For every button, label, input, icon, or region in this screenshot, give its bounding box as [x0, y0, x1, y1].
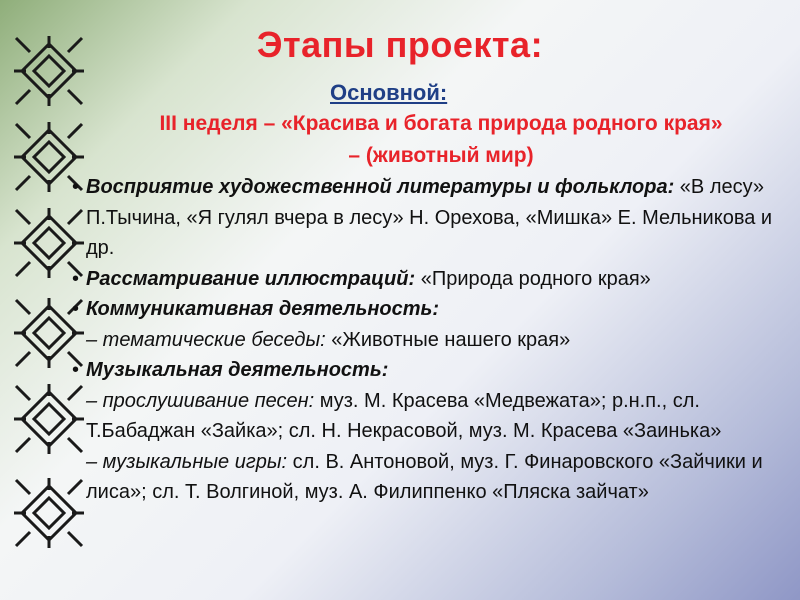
sub-item	[74, 386, 796, 447]
sub-item-lead: – музыкальные игры:	[86, 450, 288, 473]
item-heading: Восприятие художественной литературы и фольклора:	[86, 176, 675, 198]
week-heading-line: III неделя – «Красива и богата природа родного края»	[159, 112, 723, 135]
sub-item-lead: – тематические беседы:	[86, 328, 326, 351]
item-heading: Рассматривание иллюстраций:	[86, 267, 416, 290]
list-item	[74, 355, 796, 386]
item-text: «В лесу» П.Тычина, «Я гулял вчера в лесу» Н. Орехова, «Мишка» Е. Мельникова и др.	[86, 176, 773, 259]
sub-item	[74, 447, 796, 508]
week-heading-line: – (животный мир)	[348, 144, 534, 167]
activity-list	[74, 172, 796, 508]
item-heading: Коммуникативная деятельность:	[86, 298, 440, 320]
list-item	[74, 172, 796, 264]
stage-subtitle: Основной:	[330, 80, 448, 105]
sub-item-lead: – прослушивание песен:	[86, 389, 315, 412]
sub-item-text: муз. М. Красева «Медвежата»; р.н.п., сл. Т.Бабаджан «Зайка»; сл. Н. Некрасовой, муз. М. Красева «Заинька»	[86, 389, 722, 442]
sub-item-text: «Животные нашего края»	[325, 328, 571, 351]
sub-item-text: сл. В. Антоновой, муз. Г. Финаровского «Зайчики и лиса»; сл. Т. Волгиной, муз. А. Филиппенко «Пляска зайчат»	[86, 450, 763, 503]
list-item	[74, 264, 796, 295]
week-heading	[86, 108, 796, 172]
item-heading: Музыкальная деятельность:	[86, 359, 389, 381]
list-item	[74, 294, 796, 325]
page-title: Этапы проекта:	[256, 24, 544, 65]
sub-item	[74, 325, 796, 356]
item-text: «Природа родного края»	[415, 267, 651, 290]
